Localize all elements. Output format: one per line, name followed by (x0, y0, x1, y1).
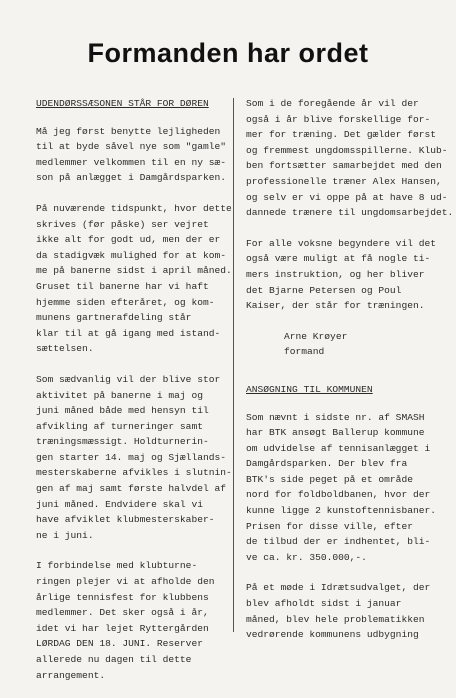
text-line: årlige tennisfest for klubbens (36, 591, 209, 603)
right-column (246, 96, 454, 658)
paragraph (36, 372, 230, 544)
text-line: ben fortsætter samarbejdet med den (246, 160, 442, 172)
text-line: har BTK ansøgt Ballerup kommune (246, 427, 425, 439)
text-line: måned, blev hele problematikken (246, 613, 425, 625)
text-line: Prisen for disse ville, efter (246, 520, 413, 532)
paragraph (36, 558, 230, 683)
text-line: medlemmer. Det sker også i år, (36, 607, 209, 619)
text-line: det Bjarne Petersen og Poul (246, 284, 402, 296)
column-divider (233, 98, 234, 632)
text-line: de tilbud der er indhentet, bli- (246, 536, 431, 548)
paragraph (246, 96, 454, 221)
text-line: idet vi har lejet Ryttergården (36, 622, 209, 634)
text-line: ringen plejer vi at afholde den (36, 576, 215, 588)
text-line: til at byde såvel nye som "gamle" (36, 141, 226, 153)
text-line: juni måned både med hensyn til (36, 405, 209, 417)
paragraph (36, 201, 230, 357)
text-line: om udvidelse af tennisanlægget i (246, 442, 431, 454)
text-line: Damgårdsparken. Der blev fra (246, 458, 408, 470)
page-title: Formanden har ordet (87, 38, 369, 68)
text-line: juni måned. Endvidere skal vi (36, 498, 203, 510)
text-line: gen af maj samt første halvdel af (36, 483, 226, 495)
text-line: skrives (før påske) ser vejret (36, 218, 209, 230)
signature-title: formand (284, 346, 325, 358)
text-line: arrangement. (36, 669, 106, 681)
right-paragraphs-bottom (246, 410, 446, 643)
text-line: ikke alt for godt ud, men der er (36, 234, 221, 246)
text-line: Som nævnt i sidste nr. af SMASH (246, 411, 425, 423)
text-line: hjemme siden efteråret, og kom- (36, 296, 215, 308)
text-line: klar til at gå igang med istand- (36, 327, 221, 339)
text-line: og fremmest ungdomsspillerne. Klub- (246, 144, 448, 156)
text-line: mer for træning. Det gælder først (246, 129, 436, 141)
text-line: have afviklet klubmesterskaber- (36, 514, 215, 526)
text-line: ne i juni. (36, 529, 94, 541)
text-line: sættelsen. (36, 343, 94, 355)
text-line: Må jeg først benytte lejligheden (36, 125, 221, 137)
text-line: dannede trænere til ungdomsarbejdet. (246, 207, 454, 219)
text-line: På et møde i Idrætsudvalget, der (246, 582, 431, 594)
text-line: BTK's side peget på et område (246, 473, 413, 485)
text-line: munens gartnerafdeling står (36, 312, 192, 324)
left-column (36, 96, 230, 698)
paragraph (246, 580, 446, 642)
text-line: aktivitet på banerne i maj og (36, 389, 203, 401)
text-line: medlemmer velkommen til en ny sæ- (36, 156, 226, 168)
text-line: ve ca. kr. 350.000,-. (246, 551, 367, 563)
text-line: og selv er vi oppe på at have 8 ud- (246, 191, 448, 203)
text-line: professionelle træner Alex Hansen, (246, 175, 442, 187)
text-line: I forbindelse med klubturne- (36, 560, 198, 572)
text-line: For alle voksne begyndere vil det (246, 237, 436, 249)
text-line: Kaiser, der står for træningen. (246, 300, 425, 312)
text-line: allerede nu dagen til dette (36, 654, 192, 665)
text-line: kunne ligge 2 kunstoftennisbaner. (246, 505, 436, 517)
text-line: afvikling af turneringer samt (36, 420, 203, 432)
text-line: også i år blive forskellige for- (246, 113, 431, 125)
text-line: træningsmæssigt. Holdturnerin- (36, 436, 209, 448)
text-line: me på banerne sidst i april måned. (36, 265, 232, 277)
section-heading-application: ANSØGNING TIL KOMMUNEN (246, 383, 373, 395)
signature (246, 329, 446, 360)
text-line: mers instruktion, og her bliver (246, 268, 425, 280)
text-line: vedrørende kommunens udbygning (246, 629, 419, 641)
text-line: nord for foldboldbanen, hvor der (246, 489, 431, 501)
signature-name: Arne Krøyer (284, 330, 348, 342)
section-heading-outdoor-season: UDENDØRSSÆSONEN STÅR FOR DØREN (36, 98, 209, 109)
right-paragraphs-top (246, 96, 454, 314)
text-line: Gruset til banerne har vi haft (36, 280, 209, 292)
paragraph (36, 124, 230, 186)
left-paragraphs (36, 124, 230, 684)
text-line: Som sædvanlig vil der blive stor (36, 373, 221, 385)
text-line: Som i de foregående år vil der (246, 98, 419, 109)
paragraph (246, 236, 446, 314)
text-line: På nuværende tidspunkt, hvor dette (36, 202, 232, 214)
text-line: son på anlægget i Damgårdsparken. (36, 172, 226, 184)
paragraph (246, 410, 446, 566)
text-line: også være muligt at få nogle ti- (246, 253, 431, 265)
text-line: LØRDAG DEN 18. JUNI. Reserver (36, 638, 203, 650)
text-line: mesterskaberne afvikles i slutnin- (36, 467, 232, 479)
text-line: gen starter 14. maj og Sjællands- (36, 451, 226, 463)
text-line: da stadigvæk mulighed for at kom- (36, 249, 226, 261)
text-line: blev afholdt sidst i januar (246, 598, 402, 610)
